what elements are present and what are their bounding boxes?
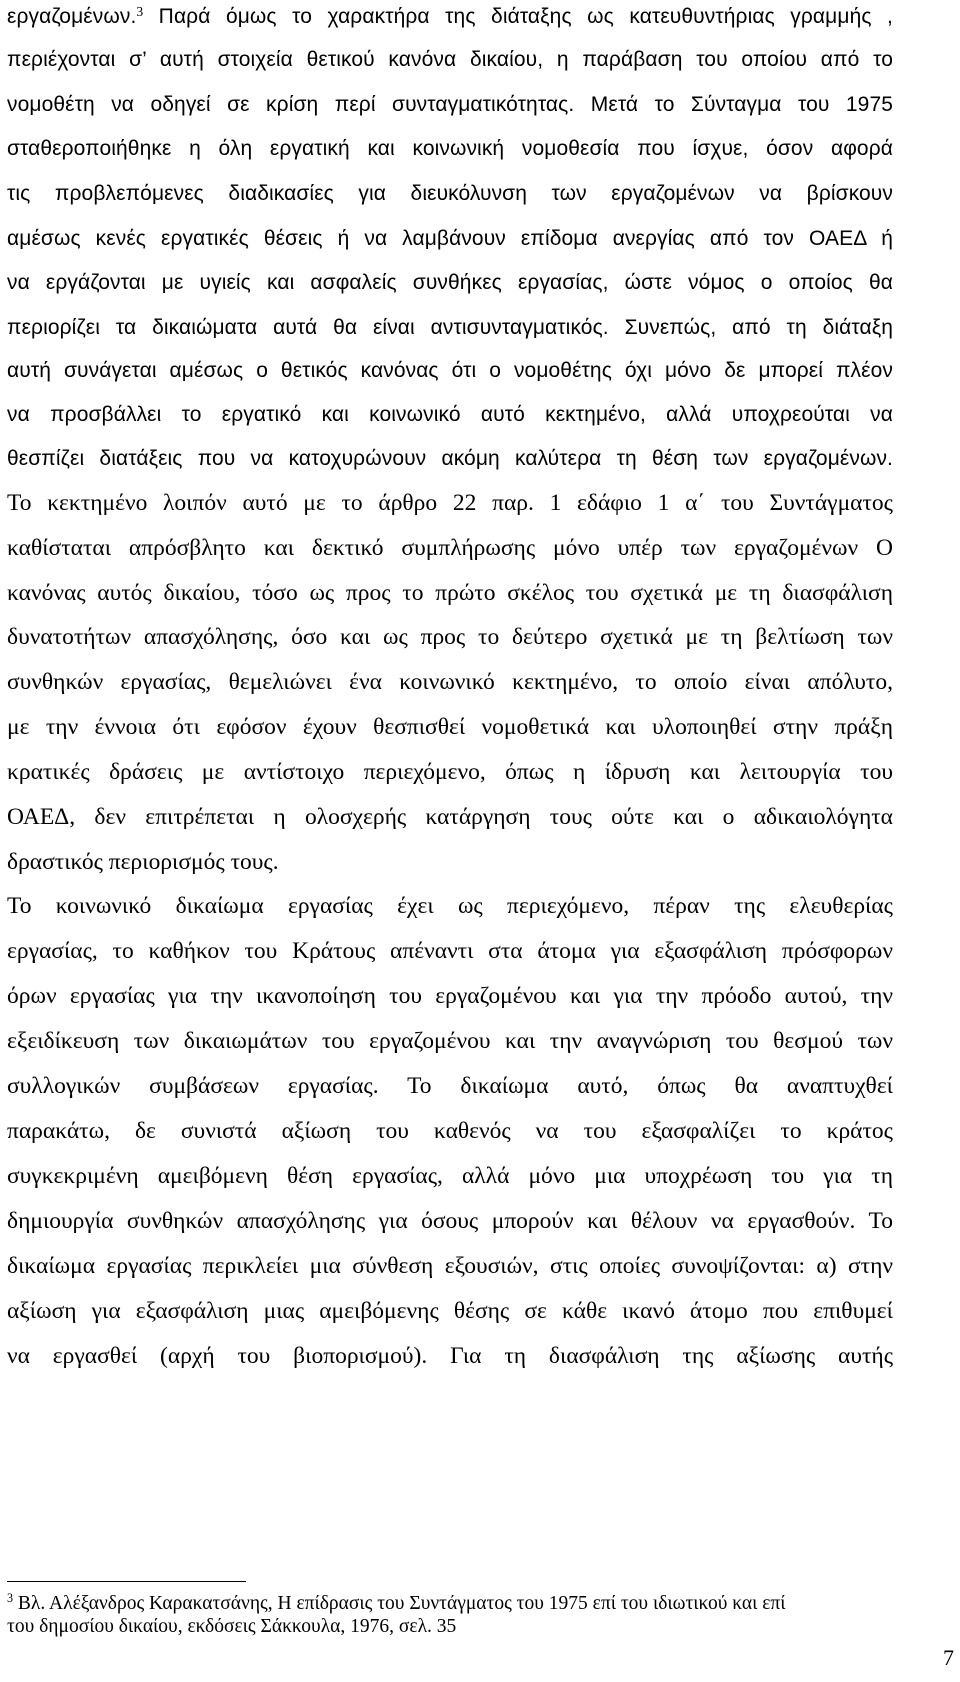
body-line-6: αμέσως κενές εργατικές θέσεις ή να λαμβάνουν επίδομα ανεργίας από τον ΟΑΕΔ ή xyxy=(7,227,893,250)
body-line-26: παρακάτω, δε συνιστά αξίωση του καθενός να του εξασφαλίζει το κράτος xyxy=(7,1118,893,1144)
body-line-2: περιέχονται σ’ αυτή στοιχεία θετικού κανόνα δικαίου, η παράβαση του οποίου από το xyxy=(7,48,893,71)
body-line-14: κανόνας αυτός δικαίου, τόσο ως προς το πρώτο σκέλος του σχετικά με τη διασφάλιση xyxy=(7,580,893,606)
footnote-line-1: $^3$ Βλ. Αλέξανδρος Καρακατσάνης, Η επίδρασις του Συντάγματος του 1975 επί του ιδιωτικού και επί xyxy=(7,1591,786,1614)
body-line-21: Το κοινωνικό δικαίωμα εργασίας έχει ως περιεχόμενο, πέραν της ελευθερίας xyxy=(7,893,893,919)
footnote-separator xyxy=(7,1581,246,1582)
body-line-27: συγκεκριμένη αμειβόμενη θέση εργασίας, αλλά μόνο μια υποχρέωση του για τη xyxy=(7,1163,893,1189)
body-line-18: κρατικές δράσεις με αντίστοιχο περιεχόμενο, όπως η ίδρυση και λειτουργία του xyxy=(7,759,893,785)
body-line-11: θεσπίζει διατάξεις που να κατοχυρώνουν ακόμη καλύτερα τη θέση των εργαζομένων. xyxy=(7,447,893,470)
body-line-29: δικαίωμα εργασίας περικλείει μια σύνθεση εξουσιών, στις οποίες συνοψίζονται: α) στην xyxy=(7,1253,893,1279)
body-line-4: σταθεροποιήθηκε η όλη εργατική και κοινωνική νομοθεσία που ίσχυε, όσον αφορά xyxy=(7,137,893,160)
body-line-13: καθίσταται απρόσβλητο και δεκτικό συμπλήρωσης μόνο υπέρ των εργαζομένων Ο xyxy=(7,535,893,561)
body-line-30: αξίωση για εξασφάλιση μιας αμειβόμενης θέσης σε κάθε ικανό άτομο που επιθυμεί xyxy=(7,1298,893,1324)
body-line-25: συλλογικών συμβάσεων εργασίας. Το δικαίωμα αυτό, όπως θα αναπτυχθεί xyxy=(7,1073,894,1099)
body-line-9: αυτή συνάγεται αμέσως ο θετικός κανόνας ότι ο νομοθέτης όχι μόνο δε μπορεί πλέον xyxy=(7,359,893,382)
body-line-22: εργασίας, το καθήκον του Κράτους απέναντι στα άτομα για εξασφάλιση πρόσφορων xyxy=(7,938,893,964)
body-line-8: περιορίζει τα δικαιώματα αυτά θα είναι αντισυνταγματικός. Συνεπώς, από τη διάταξη xyxy=(7,316,893,339)
body-line-17: με την έννοια ότι εφόσον έχουν θεσπισθεί νομοθετικά και υλοποιηθεί στην πράξη xyxy=(7,714,893,740)
body-line-24: εξειδίκευση των δικαιωμάτων του εργαζομένου και την αναγνώριση του θεσμού των xyxy=(7,1028,893,1054)
body-line-5: τις προβλεπόμενες διαδικασίες για διευκόλυνση των εργαζομένων να βρίσκουν xyxy=(7,182,893,205)
body-line-1: εργαζομένων.$^3$ Παρά όμως το χαρακτήρα της διάταξης ως κατευθυντήριας γραμμής , xyxy=(7,3,893,28)
body-line-3: νομοθέτη να οδηγεί σε κρίση περί συνταγματικότητας. Μετά το Σύνταγμα του 1975 xyxy=(7,93,894,116)
body-line-12: Το κεκτημένο λοιπόν αυτό με το άρθρο 22 παρ. 1 εδάφιο 1 α΄ του Συντάγματος xyxy=(7,490,893,516)
body-line-31: να εργασθεί (αρχή του βιοπορισμού). Για τη διασφάλιση της αξίωσης αυτής xyxy=(7,1343,894,1369)
body-line-10: να προσβάλλει το εργατικό και κοινωνικό αυτό κεκτημένο, αλλά υποχρεούται να xyxy=(7,403,893,426)
body-line-20: δραστικός περιορισμός τους. xyxy=(7,849,279,875)
body-line-16: συνθηκών εργασίας, θεμελιώνει ένα κοινωνικό κεκτημένο, το οποίο είναι απόλυτο, xyxy=(7,669,893,695)
body-line-15: δυνατοτήτων απασχόλησης, όσο και ως προς το δεύτερο σχετικά με τη βελτίωση των xyxy=(7,624,893,650)
body-line-19: ΟΑΕΔ, δεν επιτρέπεται η ολοσχερής κατάργηση τους ούτε και ο αδικαιολόγητα xyxy=(7,804,893,830)
footnote-line-2: του δημοσίου δικαίου, εκδόσεις Σάκκουλα, 1976, σελ. 35 xyxy=(7,1616,457,1637)
footnote-ref-3: 3 xyxy=(136,3,144,19)
body-line-23: όρων εργασίας για την ικανοποίηση του εργαζομένου και για την πρόοδο αυτού, την xyxy=(7,983,893,1009)
page-number: 7 xyxy=(943,1645,954,1670)
body-line-7: να εργάζονται με υγιείς και ασφαλείς συνθήκες εργασίας, ώστε νόμος ο οποίος θα xyxy=(7,271,893,294)
footnote-number: 3 xyxy=(7,1591,14,1606)
body-line-28: δημιουργία συνθηκών απασχόλησης για όσους μπορούν και θέλουν να εργασθούν. Το xyxy=(7,1208,893,1234)
